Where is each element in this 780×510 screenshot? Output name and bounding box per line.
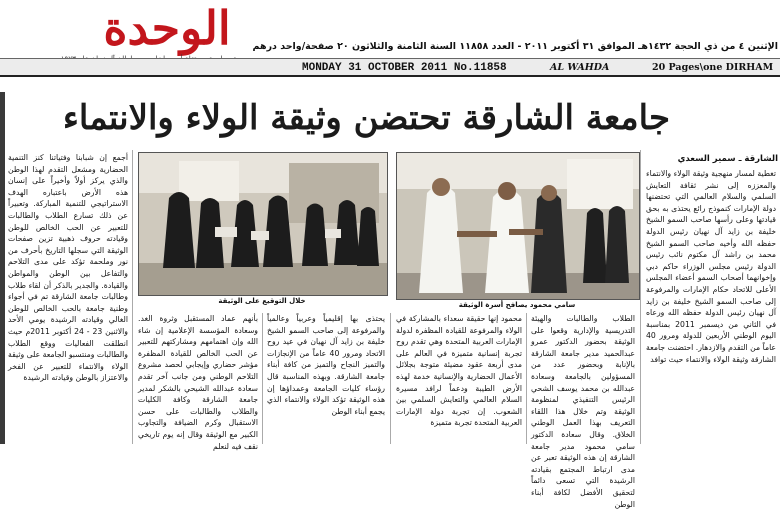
photo-signing-image (139, 153, 387, 295)
page-edge-bar (0, 92, 5, 444)
photo-signing (138, 152, 388, 296)
article-column-2: الطلاب والطالبات والهيئة التدريسية والإدارية وقعوا على الوثيقة بحضور الدكتور عمرو عبدالحميد مدير جامعة الشارقة بالإنابة وبحضور عدد من المسؤولين بالجامعة وسعادة عبدالله بن محمد يوسف الشحي الرئيس التنفيذي لمنظومة الوثيقة وتم خلال هذا اللقاء التعريف بهذا العمل الوطني الخلاق. وقال سعادة الدكتور سامي محمود مدير جامعة الشارقة إن هذه الوثيقة تعبر عن مدى ارتباط المجتمع بقيادته الرشيدة التي تسعى دائماً لتحقيق الأفضل لكافة أبناء الوطن (531, 314, 635, 509)
column-divider (390, 313, 391, 444)
column-divider (526, 313, 527, 444)
english-date: MONDAY 31 OCTOBER 2011 No.11858 (302, 62, 507, 74)
article-byline: الشارقة ـ سمير السعدي (677, 154, 778, 164)
column-divider (262, 313, 263, 444)
column-divider (132, 150, 133, 444)
photo-signing-caption: خلال التوقيع على الوثيقة (218, 297, 306, 305)
photo-handshake (396, 152, 640, 300)
photo-handshake-image (397, 153, 639, 299)
article-column-3: محمود إنها حقيقة سعداء بالمشاركة في الولاء والمرفوعة للقيادة المظفرة لدولة الإمارات العربية المتحدة وهي تقدم روح تجربة إنسانية متميزة في العالم على مدى أربعة عقود مضيئة متوجة بجلائل الأعمال الحضارية والإنسانية خدمة لهذه الأرض الطيبة ودعماً لرافد مسيرة السلام العالمي والتعايش السلمي بين الشعوب. إن تجربة دولة الإمارات العربية المتحدة تجربة متميزة (396, 314, 522, 428)
arabic-dateline: الإثنين ٤ من ذي الحجة ١٤٣٢هـ الموافق ٣١ أكتوبر ٢٠١١ - العدد ١١٨٥٨ السنة الثامنة والثلاثون ٢٠ صفحة/واحد درهم (252, 41, 778, 52)
column-divider (640, 150, 641, 444)
article-column-6: أجمع إن شبابنا وفتياتنا كنز التنمية الحضارية ومشعل التقدم لهذا الوطن والذي يركز أولاً وأخيراً على إنسان هذه الأرض باعتباره الهدف الاستراتيجي للتنمية المباركة. وتعبيراً عن ذلك تسارع الطلاب والطالبات للتعبير عن الحب الخالص للوطن وقيادته حروف ذهبية تزين صفحات الوثيقة التي سجلها التاريخ بأحرف من نور وملحمة تؤكد على مدى التلاحم والتفاعل بين الوطن والمواطن والقيادة. والجدير بالذكر أن لقاء طلاب وطالبات جامعة الشارقة تم في أجواء وطنية جامعة بالحب الخالص للوطن الغالي وقيادته الرشيدة يومي الأحد والاثنين 23 - 24 أكتوبر 2011م حيث انطلقت الفعاليات ووقع الطلاب والطالبات ومنتسبو الجامعة على وثيقة الولاء والانتماء للتعبير عن الفخر والاعتزاز بالوطن وقيادته الرشيدة (8, 153, 128, 383)
english-paper-name: AL WAHDA (550, 62, 610, 73)
article-column-4: يحتذى بها إقليمياً وعربياً وعالمياً والمرفوعة إلى صاحب السمو الشيخ خليفة بن زايد آل نهيان في عيد روح الاتحاد ومرور 40 عاماً من الإنجازات والتميز النجاح والتميز من كافة أبناء جامعة الشارقة. وبهذه المناسبة قال رؤساء كليات الجامعة وعمداؤها إن هذه الوثيقة تؤكد الولاء والانتماء الذي يجمع أبناء الوطن (267, 314, 385, 416)
article-column-5: بأنهم عماد المستقبل وثروة الغد. وسعادة المؤسسة الإعلامية إن شاء الله وإن اهتمامهم ومشاركتهم للتعبير عن الحب الخالص للقيادة المظفرة مؤشر حضاري وإيجابي لحصد مشروع التلاحم الوطني ومن جانب آخر تقدم سعادة عبدالله الشيحي بالشكر لمدير جامعة الشارقة وكافة الكليات والطلاب والطالبات على حسن الاستقبال وكرم الضيافة والتجاوب الكبير مع الوثيقة وقال إنه يوم تاريخي نقف فيه لنعلم (138, 314, 258, 451)
newspaper-logo: الوحدة (103, 1, 231, 55)
article-headline: جامعة الشارقة تحتضن وثيقة الولاء والانتماء (62, 98, 670, 138)
page-count-price: 20 Pages\one DIRHAM (652, 62, 774, 73)
article-column-1: تغطية لمسار منهجية وثيقة الولاء والانتماء والمعززه إلى نشر ثقافة التعايش السلمي والسلام العالمي التي تحتضنها دولة الإمارات كنموذج رائع يحتذى به بحق قيادتها وعلى رأسها صاحب السمو الشيخ خليفة بن زايد آل نهيان رئيس الدولة حفظه الله وأخيه صاحب السمو الشيخ محمد بن راشد آل مكتوم نائب رئيس الدولة رئيس مجلس الوزراء حاكم دبي وإخوانهما أصحاب السمو أعضاء المجلس الأعلى للاتحاد حكام الإمارات والمرفوعة إلى صاحب السمو الشيخ خليفة بن زايد آل نهيان رئيس الدولة حفظه الله ورعاه في الثاني من ديسمبر 2011 بمناسبة اليوم الوطني الأربعين للدولة ومرور 40 عاماً من التقدم والازدهار. احتضنت جامعة الشارقة وثيقة الولاء والانتماء حيث توافد (646, 169, 776, 364)
photo-handshake-caption: سامي محمود يصافح أسرة الوثيقة (458, 301, 576, 309)
